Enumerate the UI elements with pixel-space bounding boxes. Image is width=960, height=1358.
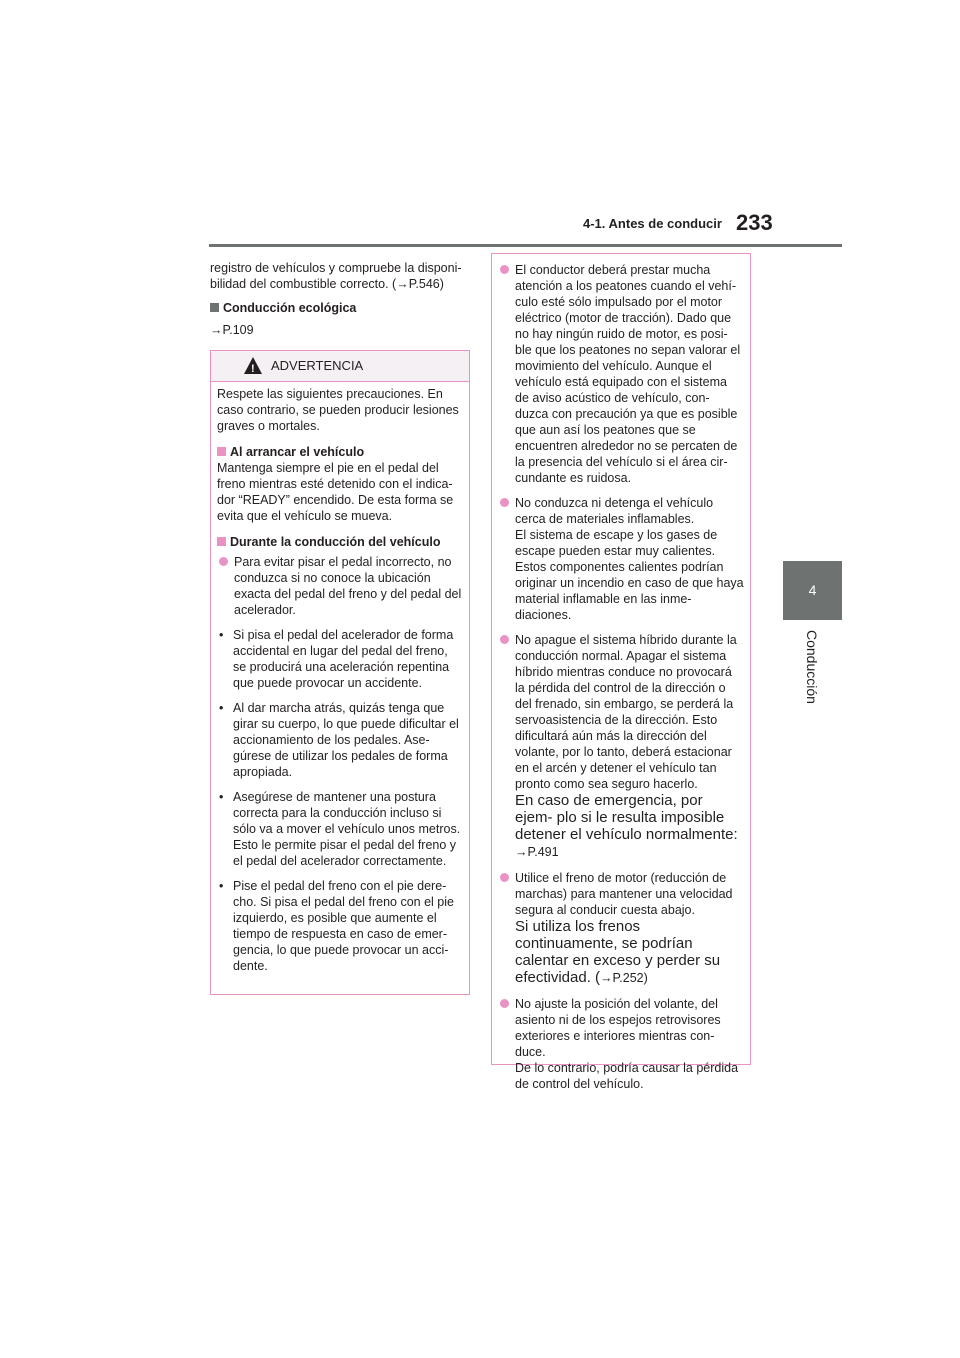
item-text: El sistema de escape y los gases de escape pueden estar muy calientes. Estos componentes calientes podrían originar un incendio en caso de que haya material inflamable en las inme- diaciones. bbox=[515, 528, 744, 622]
chapter-tab[interactable]: 4 bbox=[783, 561, 842, 620]
section-heading: 4-1. Antes de conducir bbox=[583, 216, 722, 231]
start-heading: Al arrancar el vehículo bbox=[217, 444, 463, 460]
square-bullet-icon bbox=[210, 303, 219, 312]
item-text: De lo contrario, podría causar la pérdida de control del vehículo. bbox=[515, 1061, 739, 1091]
warning-title: ADVERTENCIA bbox=[271, 358, 364, 373]
square-bullet-icon bbox=[217, 537, 226, 546]
intro-paragraph: registro de vehículos y compruebe la disponi- bilidad del combustible correcto. (→P.546) bbox=[210, 261, 462, 291]
warning-header bbox=[211, 351, 469, 382]
list-item bbox=[498, 495, 744, 623]
warning-intro: Respete las siguientes precauciones. En caso contrario, se pueden producir lesiones graves o mortales. bbox=[217, 387, 459, 433]
page-number: 233 bbox=[736, 210, 773, 235]
list-item: • Si pisa el pedal del acelerador de forma accidental en lugar del pedal del freno, se producirá una aceleración repentina que puede provocar un accidente. bbox=[217, 627, 463, 691]
start-text: Mantenga siempre el pie en el pedal del freno mientras esté detenido con el indica- dor “READY” encendido. De esta forma se evita que el vehículo se mueva. bbox=[217, 461, 454, 523]
list-item: El conductor deberá prestar mucha atención a los peatones cuando el vehí- culo esté sólo impulsado por el motor eléctrico (motor de tracción). Dado que no hay ningún ruido de motor, es posi- ble que los peatones no sepan valorar el movimiento del vehículo. Aunque el vehículo está equipado con el sistema de aviso acústico de vehículo, con- duzca con precaución ya que es posible que aun así los peatones que se encuentren alrededor no se percaten de la presencia del vehículo si el área cir- cundante es ruidosa. bbox=[498, 262, 744, 486]
warning-body-continued bbox=[492, 254, 750, 1092]
item-text: Utilice el freno de motor (reducción de marchas) para mantener una velocidad segura al conducir cuesta abajo. bbox=[515, 871, 733, 917]
item-text: No apague el sistema híbrido durante la conducción normal. Apagar el sistema híbrido mientras conduce no provocará la pérdida del control de la dirección o del frenado, sin embargo, se perderá la servoasistencia de la dirección. Esto dificultará aún más la dirección del volante, por lo tanto, deberá estacionar en el arcén y detener el vehículo tan pronto como sea seguro hacerlo. bbox=[515, 633, 737, 791]
list-item: • Pise el pedal del freno con el pie dere- cho. Si pisa el pedal del freno con el pie izquierdo, es posible que aumente el tiempo de respuesta en caso de emer- gencia, lo que puede provocar un acci- dente. bbox=[217, 878, 463, 974]
header-rule bbox=[209, 244, 842, 247]
warning-box-continued bbox=[491, 253, 751, 1091]
list-item bbox=[498, 870, 744, 987]
list-item: • Al dar marcha atrás, quizás tenga que girar su cuerpo, lo que puede dificultar el accionamiento de los pedales. Ase- gúrese de utilizar los pedales de forma apropiada. bbox=[217, 700, 463, 780]
chapter-tab-label: Conducción bbox=[804, 630, 820, 704]
eco-driving-heading: Conducción ecológica bbox=[210, 300, 468, 316]
item-text: No conduzca ni detenga el vehículo cerca de materiales inflamables. bbox=[515, 496, 714, 526]
list-item bbox=[498, 996, 744, 1092]
warning-body bbox=[211, 382, 469, 974]
list-item bbox=[498, 632, 744, 861]
square-bullet-icon bbox=[217, 447, 226, 456]
eco-driving-reference[interactable]: →P.109 bbox=[210, 323, 254, 337]
left-column bbox=[210, 260, 468, 338]
pedal-item: Para evitar pisar el pedal incorrecto, no conduzca si no conoce la ubicación exacta del pedal del freno y del pedal del acelerador. bbox=[217, 554, 463, 618]
brakes-reference[interactable]: →P.252) bbox=[600, 971, 648, 985]
warning-triangle-icon: ! bbox=[244, 357, 262, 374]
warning-box bbox=[210, 350, 470, 995]
emergency-text: En caso de emergencia, por ejem- plo si le resulta imposible detener el vehículo normalmente: →P.491 bbox=[515, 792, 738, 859]
list-item: • Asegúrese de mantener una postura correcta para la conducción incluso si sólo va a mover el vehículo unos metros. Esto le permite pisar el pedal del freno y el pedal del acelerador correctamente. bbox=[217, 789, 463, 869]
driving-heading: Durante la conducción del vehículo bbox=[217, 534, 463, 550]
emergency-reference[interactable]: →P.491 bbox=[515, 845, 559, 859]
item-text: No ajuste la posición del volante, del asiento ni de los espejos retrovisores exteriores e interiores mientras con- duce. bbox=[515, 997, 721, 1059]
brakes-text: Si utiliza los frenos continuamente, se podrían calentar en exceso y perder su efectividad. (→P.252) bbox=[515, 918, 721, 986]
